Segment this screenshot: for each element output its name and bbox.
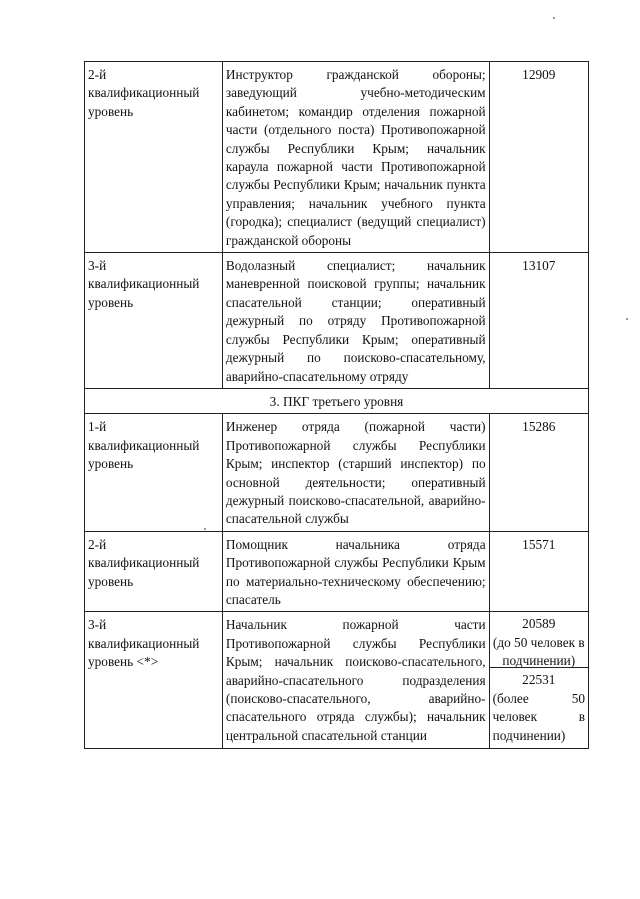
table-row — [85, 253, 589, 389]
qualification-level-cell — [85, 531, 223, 612]
table-row — [85, 62, 589, 253]
qualification-level: 3-й квалификационный уровень — [88, 258, 200, 310]
qualification-level: 2-й квалификационный уровень — [88, 536, 200, 589]
salary-amount: 15286 — [522, 419, 556, 435]
salary-cell — [489, 62, 588, 253]
qualification-level-cell — [85, 253, 223, 389]
salary-cell — [489, 612, 588, 749]
salary-cell — [489, 414, 588, 531]
salary-cell — [489, 253, 588, 389]
salary-table — [84, 61, 589, 749]
salary-amount: 20589 — [522, 616, 556, 632]
salary-condition: (до 50 человек в подчинении) — [492, 634, 585, 669]
group-header: 3. ПКГ третьего уровня — [85, 388, 589, 413]
salary-cell — [489, 531, 588, 612]
positions-list: Помощник начальника отряда Противопожарной службы Республики Крым по материально-техническому обеспечению; спасатель — [225, 536, 486, 607]
positions-cell — [222, 62, 489, 253]
salary-amount: 22531 — [522, 672, 556, 688]
table-row — [85, 612, 589, 749]
positions-list: Инженер отряда (пожарной части) Противопожарной службы Республики Крым; инспектор (старший инспектор) по основной деятельности; оперативный дежурный поисково-спасательной, аварийно-спасательной службы — [225, 419, 486, 527]
salary-amount: 15571 — [522, 536, 556, 552]
table-row — [85, 414, 589, 531]
salary-amount: 13107 — [522, 258, 556, 274]
qualification-level: 2-й квалификационный уровень — [88, 67, 200, 119]
group-header-row — [85, 388, 589, 413]
qualification-level-cell — [85, 414, 223, 531]
positions-cell — [222, 531, 489, 612]
qualification-level-cell — [85, 62, 223, 253]
positions-cell — [222, 612, 489, 749]
positions-list: Водолазный специалист; начальник маневренной поисковой группы; начальник спасательной станции; оперативный дежурный по отряду Противопожарной службы Республики Крым; оперативный дежурный по поисково-спасательному, аварийно-спасательному отряду — [225, 258, 486, 384]
qualification-level: 3-й квалификационный уровень <*> — [88, 617, 200, 670]
salary-amount: 12909 — [522, 67, 556, 82]
positions-list: Начальник пожарной части Противопожарной службы Республики Крым; начальник поисково-спасательного, аварийно-спасательного подразделения (поисково-спасательного, аварийно-спасательного отряда службы); начальник центральной спасательной станции — [225, 617, 486, 743]
salary-condition: (более 50 человек в подчинении) — [492, 690, 585, 743]
positions-cell — [222, 414, 489, 531]
qualification-level-cell — [85, 612, 223, 749]
positions-list: Инструктор гражданской обороны; заведующий учебно-методическим кабинетом; командир отделения пожарной части (отдельного поста) Противопожарной службы Республики Крым; начальник караула пожарной части Противопожарной службы Республики Крым; начальник пункта управления; начальник учебного пункта (городка); специалист (ведущий специалист) гражданской обороны — [225, 67, 486, 248]
scan-speck — [626, 318, 628, 320]
salary-option — [490, 668, 588, 748]
qualification-level: 1-й квалификационный уровень — [88, 419, 200, 472]
scan-speck — [553, 17, 555, 19]
positions-cell — [222, 253, 489, 389]
table-row — [85, 531, 589, 612]
salary-option — [490, 612, 588, 668]
